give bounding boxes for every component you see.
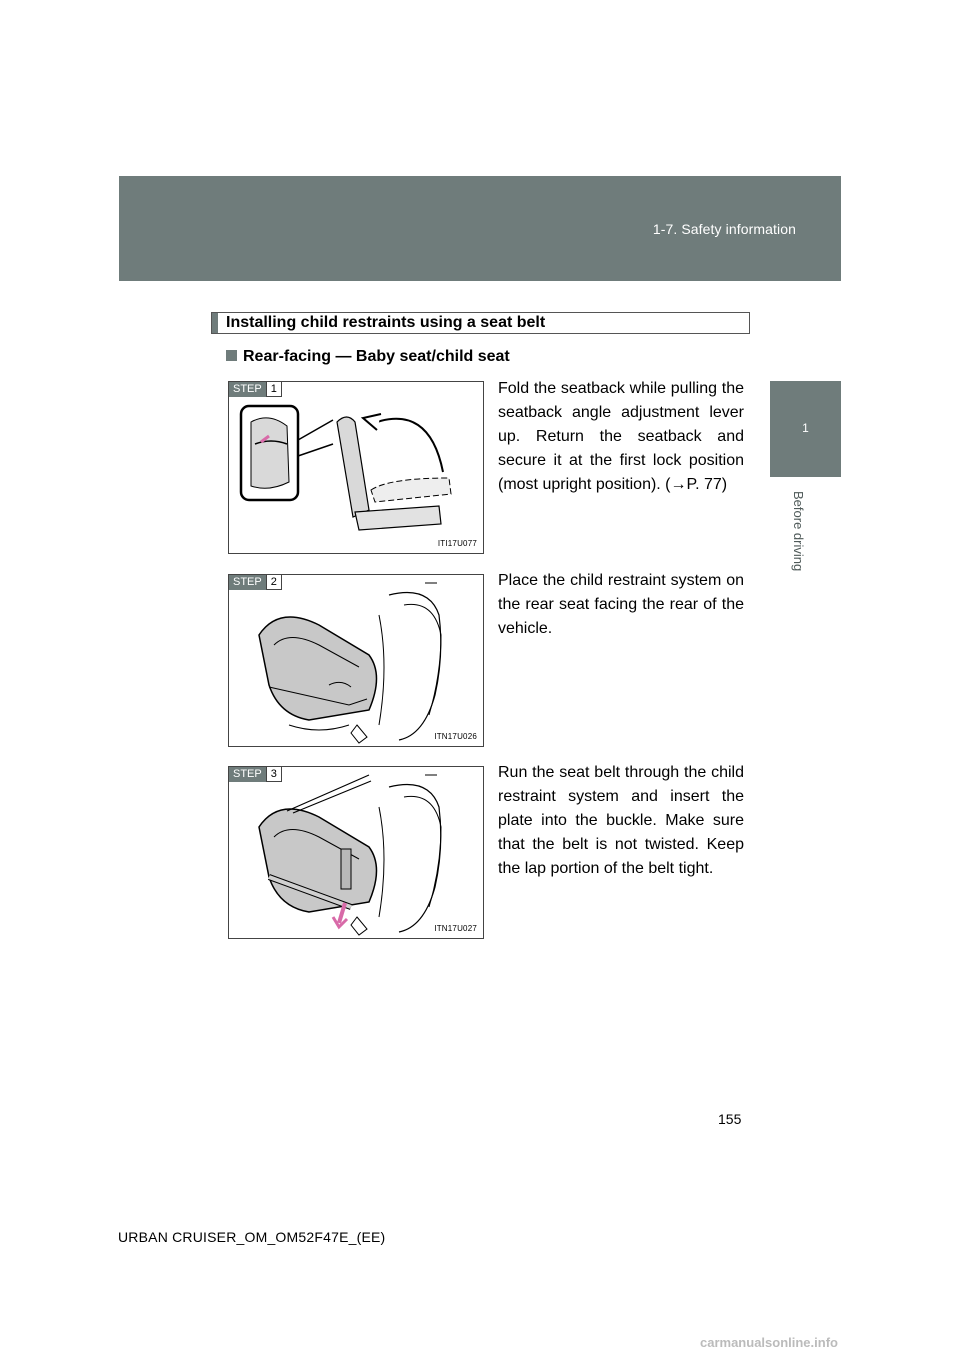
step-1-text: Fold the seatback while pulling the seatback angle adjustment lever up. Return the seatback and secure it at the first lock position (most upright position). (→P. 77) [498, 380, 744, 493]
chapter-label: Before driving [791, 491, 806, 572]
step-label: STEP [229, 575, 266, 590]
section-title-text: Installing child restraints using a seat belt [226, 314, 546, 331]
step-number: 1 [266, 382, 282, 397]
step-3-text: Run the seat belt through the child restraint system and insert the plate into the buckle. Make sure that the belt is not twisted. Keep the lap portion of the belt tight. [498, 764, 744, 877]
subheading-text: Rear-facing — Baby seat/child seat [243, 348, 510, 365]
image-code: ITN17U027 [434, 924, 477, 933]
chapter-number: 1 [802, 421, 809, 435]
page-number: 155 [718, 1111, 742, 1127]
seat-belt-routing-drawing [229, 767, 484, 939]
seat-recline-drawing [229, 382, 484, 554]
subheading [226, 348, 510, 366]
document-code: URBAN CRUISER_OM_OM52F47E_(EE) [118, 1229, 386, 1245]
step-3-badge [229, 767, 282, 782]
step-label: STEP [229, 767, 266, 782]
watermark: carmanualsonline.info [700, 1335, 838, 1350]
header-band [119, 176, 841, 281]
step-2-illustration [228, 574, 484, 747]
step-number: 2 [266, 575, 282, 590]
step-2-badge [229, 575, 282, 590]
title-bar [212, 313, 218, 333]
section-name: 1-7. Safety information [652, 221, 796, 237]
step-1-badge [229, 382, 282, 397]
child-seat-placement-drawing [229, 575, 484, 747]
image-code: ITI17U077 [437, 539, 477, 548]
image-code: ITN17U026 [434, 732, 477, 741]
step-2-text: Place the child restraint system on the rear seat facing the rear of the vehicle. [498, 572, 744, 637]
step-3-illustration [228, 766, 484, 939]
square-bullet-icon [226, 350, 237, 361]
step-1-illustration [228, 381, 484, 554]
step-number: 3 [266, 767, 282, 782]
step-label: STEP [229, 382, 266, 397]
section-title [211, 312, 750, 334]
chapter-tab [770, 381, 841, 477]
